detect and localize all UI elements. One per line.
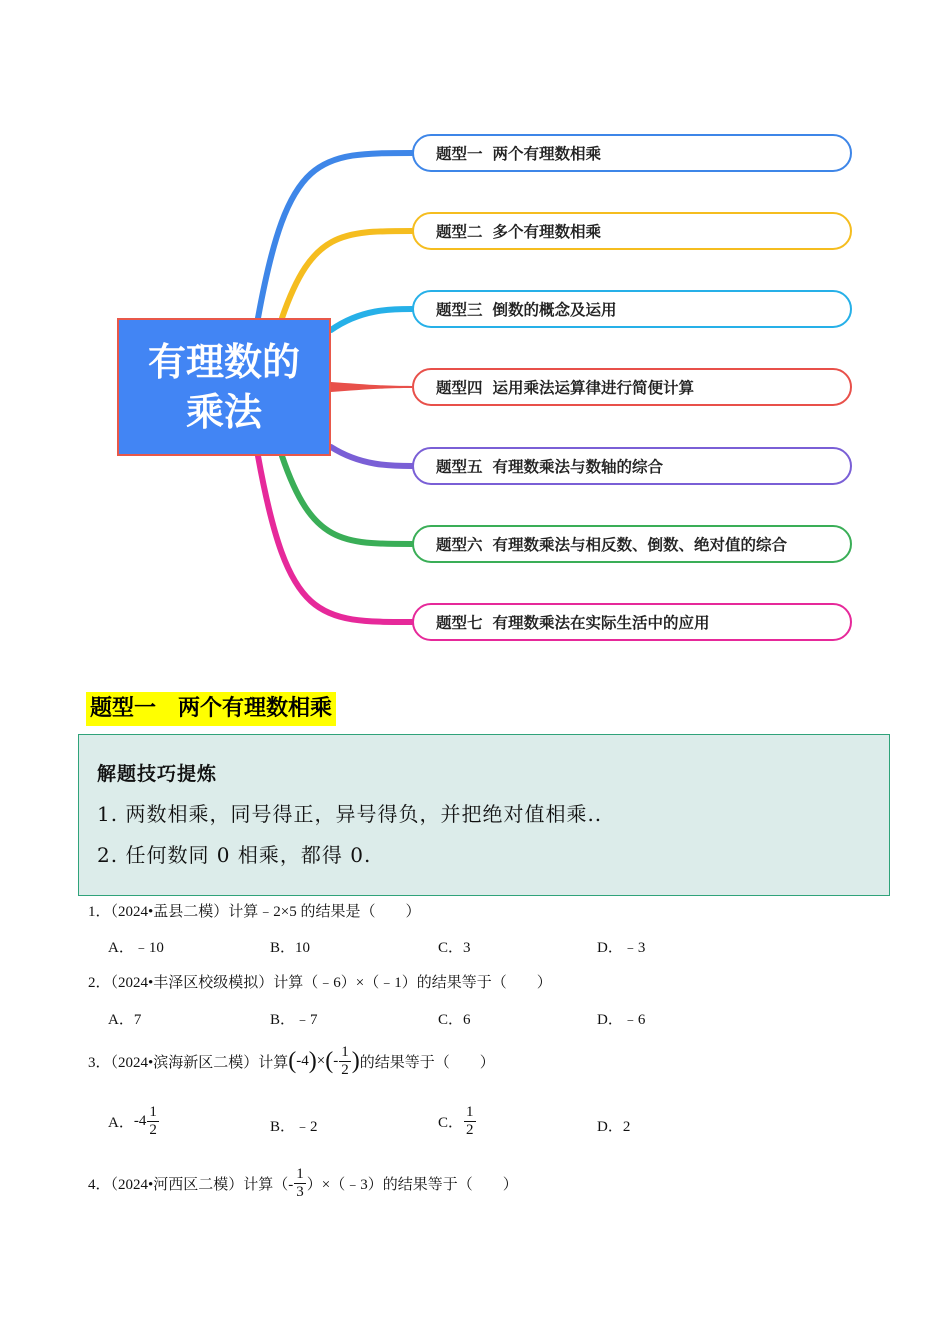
branch-tag: 题型四	[436, 379, 483, 397]
q3-frac-den: 2	[341, 1062, 349, 1078]
q3-suffix: 的结果等于（ ）	[359, 1055, 495, 1071]
mindmap-branch-7	[412, 603, 852, 641]
q3-option-c-label: C．	[438, 1115, 464, 1131]
question-4	[88, 1166, 518, 1201]
tips-line-1: 1. 两数相乘，同号得正，异号得负，并把绝对值相乘..	[97, 802, 603, 826]
q3-option-c-num: 1	[466, 1104, 474, 1120]
q3-option-a-fraction	[147, 1104, 159, 1139]
branch-text: 有理数乘法在实际生活中的应用	[492, 614, 710, 632]
mindmap-branch-5	[412, 447, 852, 485]
q4-frac-num: 1	[296, 1166, 304, 1182]
q4-prefix: 4．（2024•河西区二模）计算（-	[88, 1177, 294, 1193]
tips-title: 解题技巧提炼	[97, 763, 218, 785]
question-1: 1．（2024•盂县二模）计算﹣2×5 的结果是（ ）	[88, 904, 421, 920]
branch-text: 倒数的概念及运用	[492, 301, 617, 319]
q2-option-c: C．6	[438, 1012, 471, 1028]
q3-times: ×	[316, 1053, 326, 1069]
tips-box	[78, 734, 890, 896]
mindmap-branch-6	[412, 525, 852, 563]
q3-option-a-den: 2	[149, 1122, 157, 1138]
branch-tag: 题型二	[436, 223, 483, 241]
q3-option-c-den: 2	[466, 1122, 474, 1138]
q3-prefix: 3．（2024•滨海新区二模）计算	[88, 1055, 289, 1071]
connector-3	[331, 309, 412, 330]
q3-minus: -	[333, 1053, 339, 1069]
tips-line-2: 2. 任何数同 0 相乘，都得 0.	[97, 843, 372, 867]
mindmap-branch-1	[412, 134, 852, 172]
q3-fraction	[339, 1044, 351, 1079]
connector-2	[282, 231, 412, 318]
q3-option-b: B．﹣2	[270, 1119, 318, 1135]
connector-1	[258, 153, 412, 318]
connector-6	[282, 456, 412, 544]
branch-tag: 题型六	[436, 536, 483, 554]
question-3	[88, 1044, 495, 1079]
q4-suffix: ）×（﹣3）的结果等于（ ）	[306, 1177, 518, 1193]
question-2: 2．（2024•丰泽区校级模拟）计算（﹣6）×（﹣1）的结果等于（ ）	[88, 975, 552, 991]
q3-option-d: D．2	[597, 1119, 631, 1135]
central-node-label: 有理数的 乘法	[147, 340, 300, 434]
mindmap-branch-4	[412, 368, 852, 406]
q3-option-a-whole: -4	[133, 1113, 147, 1129]
branch-text: 有理数乘法与相反数、倒数、绝对值的综合	[492, 536, 788, 554]
q2-option-a: A．7	[108, 1012, 142, 1028]
q3-term1: -4	[296, 1053, 309, 1069]
q3-paren-open-2: (	[325, 1048, 334, 1074]
branch-tag: 题型一	[436, 145, 483, 163]
q3-paren-close: )	[308, 1048, 317, 1074]
section-title: 两个有理数相乘	[178, 696, 333, 721]
q1-option-a: A．﹣10	[108, 940, 164, 956]
mindmap-central-node	[117, 318, 331, 456]
q1-option-c: C．3	[438, 940, 471, 956]
q2-option-d: D．﹣6	[597, 1012, 646, 1028]
q1-option-d: D．﹣3	[597, 940, 646, 956]
branch-tag: 题型七	[436, 614, 483, 632]
connector-4	[331, 382, 412, 392]
mindmap-branch-3	[412, 290, 852, 328]
branch-text: 多个有理数相乘	[492, 223, 602, 241]
branch-tag: 题型三	[436, 301, 483, 319]
q3-paren-open: (	[288, 1048, 297, 1074]
branch-text: 有理数乘法与数轴的综合	[492, 458, 664, 476]
q3-option-c	[438, 1104, 477, 1139]
branch-text: 两个有理数相乘	[492, 145, 602, 163]
q4-fraction	[294, 1166, 306, 1201]
connector-7	[258, 456, 412, 622]
q3-option-c-fraction	[464, 1104, 476, 1139]
q3-paren-close-2: )	[351, 1048, 360, 1074]
section-heading	[86, 692, 336, 726]
section-tag: 题型一	[90, 696, 157, 721]
q2-option-b: B．﹣7	[270, 1012, 318, 1028]
q3-frac-num: 1	[341, 1044, 349, 1060]
branch-tag: 题型五	[436, 458, 483, 476]
q3-option-a-label: A．	[108, 1115, 134, 1131]
q3-option-a-num: 1	[149, 1104, 157, 1120]
connector-5	[331, 447, 412, 466]
branch-text: 运用乘法运算律进行简便计算	[492, 379, 695, 397]
q3-option-a	[108, 1104, 160, 1139]
mindmap-branch-2	[412, 212, 852, 250]
q4-frac-den: 3	[296, 1184, 304, 1200]
q1-option-b: B．10	[270, 940, 311, 956]
